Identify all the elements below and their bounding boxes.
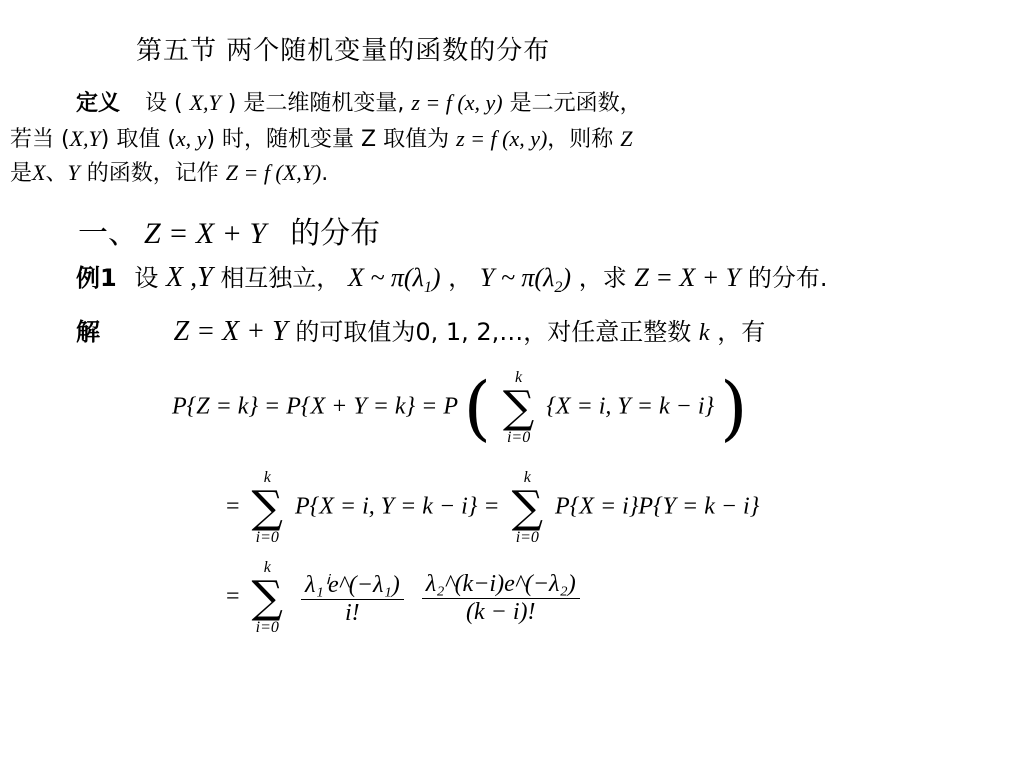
fraction-2 <box>422 571 580 626</box>
example-text: 相互独立， <box>220 264 341 292</box>
sigma-symbol: ∑ <box>251 572 283 623</box>
left-paren: ( <box>463 367 491 449</box>
solution-line <box>76 312 765 348</box>
definition-math: Z = f (X,Y) <box>225 160 322 185</box>
summation <box>252 560 283 636</box>
solution-math: k <box>698 320 710 346</box>
definition-text: 若当 ( <box>10 127 70 152</box>
equation-text: {X = i, Y = k − i} <box>546 393 715 420</box>
definition-text: 是 <box>10 161 33 186</box>
equation-2 <box>226 470 759 546</box>
equation-1 <box>172 367 748 449</box>
equation-text: = <box>226 583 240 610</box>
page-title: 第五节 两个随机变量的函数的分布 <box>136 36 551 66</box>
definition-math: X,Y <box>69 126 101 151</box>
sum-upper: k <box>263 469 271 486</box>
sigma-symbol: ∑ <box>251 482 283 533</box>
fraction-numerator: λ₂^(k−i)e^(−λ₂) <box>422 571 580 599</box>
example-math <box>347 263 441 297</box>
definition-math: Y <box>67 160 80 185</box>
definition-text: ) 是二维随机变量, <box>227 91 405 116</box>
sigma-symbol: ∑ <box>502 382 535 433</box>
section-formula: Z = X + Y <box>144 217 267 250</box>
equation-text: P{Z = k} = P{X + Y = k} = P <box>172 393 458 420</box>
equation-3 <box>226 560 586 636</box>
example-math-part: ) <box>562 263 572 292</box>
example-text: 设 <box>134 264 166 292</box>
definition-text: ) 取值 ( <box>100 127 176 152</box>
right-paren: ) <box>720 367 748 449</box>
sum-lower: i=0 <box>506 429 531 446</box>
sum-lower: i=0 <box>255 619 279 636</box>
section-number: 一、 <box>78 216 138 251</box>
definition-math: X <box>32 160 46 185</box>
solution-text: ，有 <box>717 318 766 346</box>
definition-math: Z <box>620 126 633 151</box>
fraction-denominator: (k − i)! <box>465 598 536 625</box>
summation <box>503 370 534 446</box>
definition-math: z = f (x, y) <box>456 126 548 151</box>
definition-math: z = f (x, y) <box>411 90 503 115</box>
example-math: X ,Y <box>165 262 213 293</box>
sum-lower: i=0 <box>255 529 279 546</box>
example-label: 例1 <box>76 264 117 292</box>
sum-upper: k <box>515 369 523 386</box>
definition-text: ，则称 <box>547 127 621 152</box>
solution-label: 解 <box>76 318 100 346</box>
fraction-1 <box>301 570 404 627</box>
summation <box>512 470 543 546</box>
summation <box>252 470 283 546</box>
example-math-part: X ~ π(λ <box>347 263 424 292</box>
definition-text: 设 ( <box>145 91 183 116</box>
definition-text: . <box>321 161 329 186</box>
solution-math: Z = X + Y <box>173 316 288 347</box>
definition-label: 定义 <box>76 91 121 116</box>
example-math-sub: 2 <box>554 279 563 297</box>
sum-upper: k <box>523 469 531 486</box>
fraction-denominator: i! <box>345 599 360 626</box>
definition-line-2 <box>10 124 633 155</box>
sigma-symbol: ∑ <box>511 482 544 533</box>
equation-text: P{X = i}P{Y = k − i} <box>555 493 760 520</box>
example-math-part: ) <box>431 263 441 292</box>
example-text: 的分布. <box>747 264 828 292</box>
sum-lower: i=0 <box>515 529 539 546</box>
section-tail: 的分布 <box>290 216 381 251</box>
example-math-part: Y ~ π(λ <box>479 263 555 292</box>
definition-text: 是二元函数， <box>509 91 642 116</box>
example-text: ， <box>448 264 473 292</box>
example-line <box>76 258 828 297</box>
equation-text: P{X = i, Y = k − i} = <box>294 493 500 520</box>
fraction-numerator: λ₁ⁱe^(−λ₁) <box>301 570 404 600</box>
definition-math: X,Y <box>189 90 221 115</box>
definition-text: 、 <box>45 161 68 186</box>
definition-text: 的函数，记作 <box>79 161 226 186</box>
definition-math: x, y <box>175 126 207 151</box>
example-math-sub: 1 <box>423 279 432 297</box>
example-text: ，求 <box>578 264 635 292</box>
example-math <box>479 263 572 297</box>
example-math: Z = X + Y <box>634 263 741 292</box>
section-heading <box>78 208 380 252</box>
equation-text: = <box>226 493 240 520</box>
definition-text: ) 时，随机变量 Z 取值为 <box>206 127 457 152</box>
solution-text: 的可取值为0, 1, 2,…，对任意正整数 <box>295 318 699 346</box>
definition-line-3 <box>10 158 328 189</box>
definition-line-1 <box>76 88 642 119</box>
sum-upper: k <box>263 559 271 576</box>
